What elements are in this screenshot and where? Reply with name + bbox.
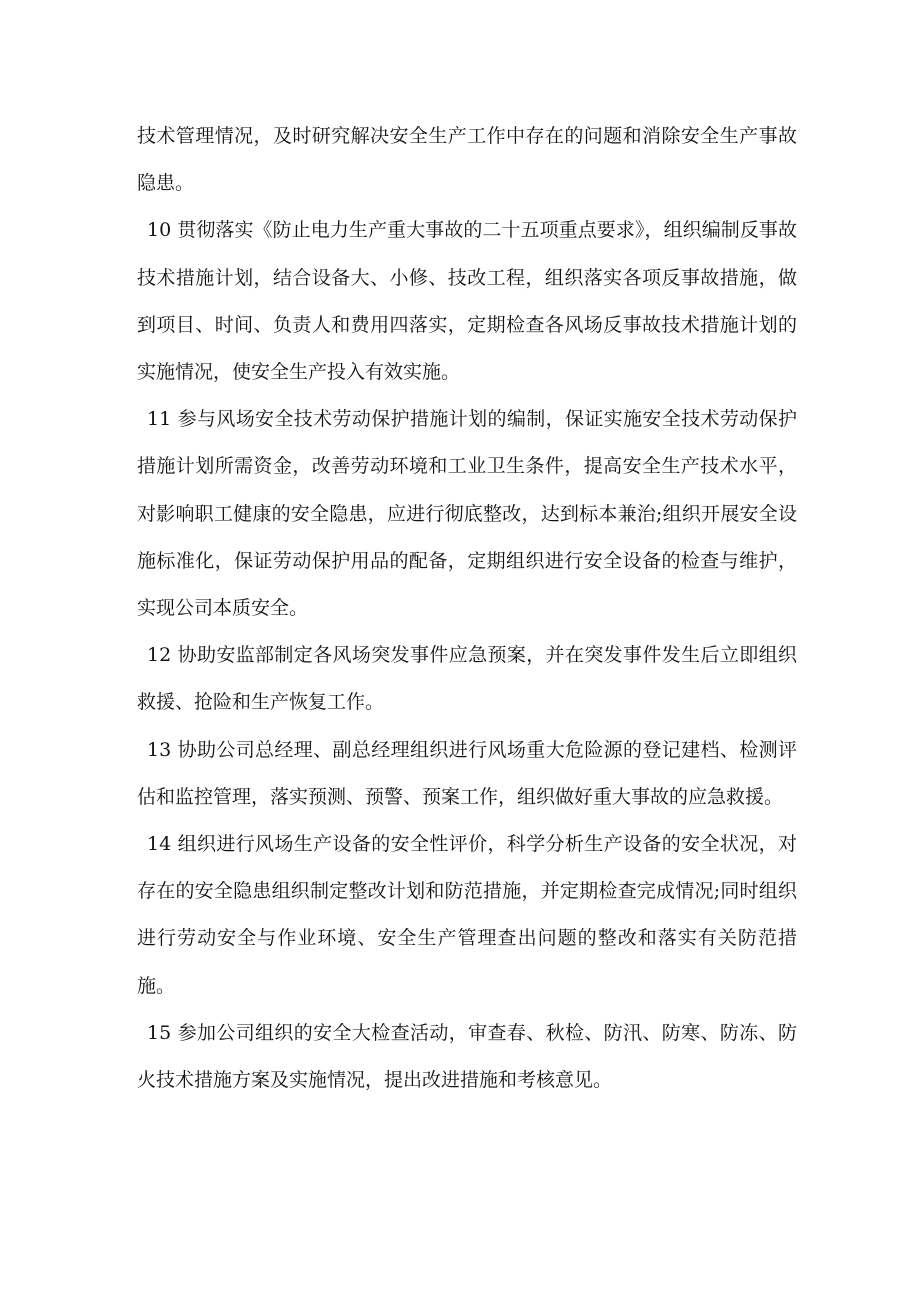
paragraph-item-10: 10 贯彻落实《防止电力生产重大事故的二十五项重点要求》，组织编制反事故技术措施计划，结合设备大、小修、技改工程，组织落实各项反事故措施，做到项目、时间、负责人和费用四落实，定期检查各风场反事故技术措施计划的实施情况，使安全生产投入有效实施。 xyxy=(137,219,797,384)
paragraph-item-12: 12 协助安监部制定各风场突发事件应急预案，并在突发事件发生后立即组织救援、抢险和生产恢复工作。 xyxy=(137,644,797,714)
paragraph-continuation: 技术管理情况，及时研究解决安全生产工作中存在的问题和消除安全生产事故隐患。 xyxy=(137,125,797,195)
paragraph-item-14: 14 组织进行风场生产设备的安全性评价，科学分析生产设备的安全状况，对存在的安全隐患组织制定整改计划和防范措施，并定期检查完成情况;同时组织进行劳动安全与作业环境、安全生产管理查出问题的整改和落实有关防范措施。 xyxy=(137,833,797,997)
paragraph-item-11: 11 参与风场安全技术劳动保护措施计划的编制，保证实施安全技术劳动保护措施计划所需资金，改善劳动环境和工业卫生条件，提高安全生产技术水平，对影响职工健康的安全隐患，应进行彻底整改，达到标本兼治;组织开展安全设施标准化，保证劳动保护用品的配备，定期组织进行安全设备的检查与维护，实现公司本质安全。 xyxy=(137,408,797,620)
paragraph-item-13: 13 协助公司总经理、副总经理组织进行风场重大危险源的登记建档、检测评估和监控管理，落实预测、预警、预案工作，组织做好重大事故的应急救援。 xyxy=(137,738,797,808)
document-body xyxy=(137,113,797,1104)
paragraph-item-15: 15 参加公司组织的安全大检查活动，审查春、秋检、防汛、防寒、防冻、防火技术措施方案及实施情况，提出改进措施和考核意见。 xyxy=(137,1021,797,1092)
